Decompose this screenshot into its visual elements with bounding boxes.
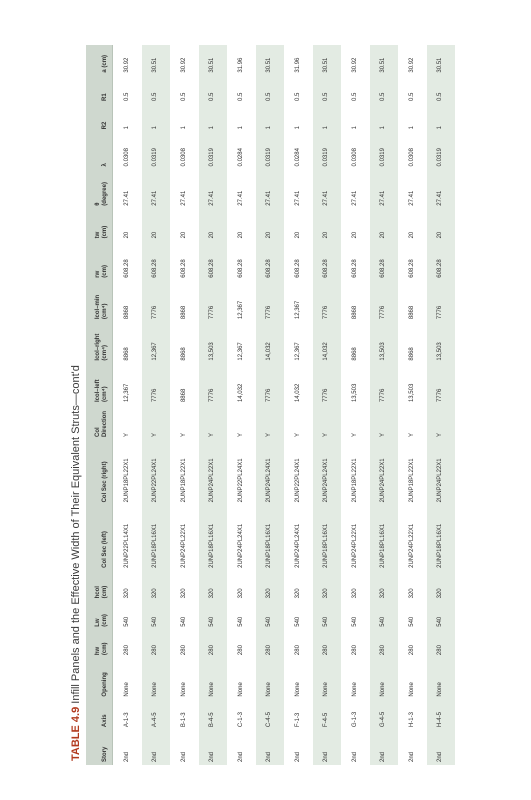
table-cell: None: [427, 658, 456, 699]
table-cell: 320: [370, 571, 399, 602]
table-cell: 1: [370, 104, 399, 132]
table-cell: 1: [256, 104, 285, 132]
table-row: [142, 45, 171, 765]
table-cell: 2UNP18PL16X1: [142, 505, 171, 570]
column-header: [86, 364, 113, 405]
column-header: [86, 169, 113, 208]
column-header: [86, 104, 113, 132]
column-header-label: R1: [102, 93, 109, 101]
table-cell: B-1-3: [170, 700, 199, 731]
table-cell: 2UNP24PL24X1: [313, 440, 342, 505]
table-cell: 608.28: [284, 241, 313, 280]
table-cell: 2UNP22PL24X1: [284, 440, 313, 505]
table-cell: 2UNP24PL24X1: [284, 505, 313, 570]
table-cell: 1: [313, 104, 342, 132]
table-cell: 540: [341, 601, 370, 629]
table-cell: 2nd: [113, 730, 142, 765]
table-cell: 27.41: [313, 169, 342, 208]
table-cell: 0.5: [227, 76, 256, 104]
table-cell: 0.0308: [398, 132, 427, 169]
table-cell: 7776: [313, 281, 342, 322]
table-cell: 8868: [113, 281, 142, 322]
table-cell: 20: [313, 209, 342, 242]
table-cell: C-1-3: [227, 700, 256, 731]
table-cell: F-1-3: [284, 700, 313, 731]
table-cell: 280: [170, 630, 199, 658]
table-cell: 27.41: [113, 169, 142, 208]
table-cell: 12,367: [113, 364, 142, 405]
table-cell: None: [199, 658, 228, 699]
table-cell: 0.5: [256, 76, 285, 104]
table-cell: 27.41: [170, 169, 199, 208]
table-cell: 1: [227, 104, 256, 132]
table-cell: 280: [284, 630, 313, 658]
table-cell: 0.5: [113, 76, 142, 104]
table-cell: 30.51: [427, 45, 456, 76]
table-cell: 30.51: [199, 45, 228, 76]
column-header-label: R2: [102, 121, 109, 130]
table-cell: G-1-3: [341, 700, 370, 731]
table-cell: 608.28: [170, 241, 199, 280]
table-cell: H-1-3: [398, 700, 427, 731]
table-cell: 27.41: [199, 169, 228, 208]
table-cell: 0.0308: [170, 132, 199, 169]
table-cell: 12,367: [227, 281, 256, 322]
table-cell: 2UNP24PL22X1: [341, 505, 370, 570]
table-cell: None: [398, 658, 427, 699]
table-cell: 0.0319: [370, 132, 399, 169]
column-header-label: tw: [95, 231, 102, 239]
column-header: [86, 571, 113, 602]
table-cell: None: [313, 658, 342, 699]
table-cell: 20: [398, 209, 427, 242]
column-header-unit: (cm⁴): [102, 303, 109, 320]
table-cell: Y: [227, 405, 256, 440]
table-cell: 540: [227, 601, 256, 629]
table-cell: 608.28: [370, 241, 399, 280]
table-cell: 30.92: [113, 45, 142, 76]
table-cell: 20: [142, 209, 171, 242]
table-cell: A-1-3: [113, 700, 142, 731]
column-header: [86, 241, 113, 280]
table-cell: 280: [370, 630, 399, 658]
table-label: TABLE 4.9: [70, 706, 82, 761]
table-cell: 2UNP24PL22X1: [427, 440, 456, 505]
column-header-unit: (cm⁴): [102, 386, 109, 403]
table-cell: 2nd: [227, 730, 256, 765]
table-cell: 2UNP18PL16X1: [199, 505, 228, 570]
column-header-unit: (cm): [102, 265, 109, 278]
table-cell: 8868: [398, 281, 427, 322]
table-cell: 7776: [256, 281, 285, 322]
table-cell: 30.51: [256, 45, 285, 76]
table-cell: 2UNP24PL24X1: [227, 505, 256, 570]
table-cell: 1: [113, 104, 142, 132]
table-cell: 1: [170, 104, 199, 132]
table-row: [113, 45, 142, 765]
table-cell: 12,367: [284, 322, 313, 363]
table-row: [170, 45, 199, 765]
table-cell: 13,503: [370, 322, 399, 363]
table-cell: 1: [341, 104, 370, 132]
column-header-label: rw: [95, 270, 102, 278]
table-cell: 1: [398, 104, 427, 132]
table-cell: 1: [427, 104, 456, 132]
column-header-unit: (cm): [102, 585, 109, 599]
table-row: [341, 45, 370, 765]
table-cell: 0.0308: [341, 132, 370, 169]
table-cell: 0.0284: [227, 132, 256, 169]
table-cell: 320: [256, 571, 285, 602]
table-cell: 7776: [256, 364, 285, 405]
table-cell: 31.96: [284, 45, 313, 76]
table-cell: None: [142, 658, 171, 699]
table-cell: 27.41: [142, 169, 171, 208]
column-header: [86, 45, 113, 76]
table-cell: 2UNP18PL22X1: [170, 440, 199, 505]
table-cell: 8868: [341, 281, 370, 322]
table-cell: 14,032: [227, 364, 256, 405]
column-header-label: Opening: [102, 672, 109, 697]
table-cell: 27.41: [370, 169, 399, 208]
table-cell: 27.41: [284, 169, 313, 208]
table-cell: 540: [284, 601, 313, 629]
table-cell: Y: [313, 405, 342, 440]
table-cell: 2UNP22PL14X1: [113, 505, 142, 570]
table-cell: 7776: [142, 281, 171, 322]
column-header-unit: Direction: [102, 410, 109, 437]
table-cell: Y: [370, 405, 399, 440]
table-cell: 2UNP24PL24X1: [256, 440, 285, 505]
table-cell: 13,503: [398, 364, 427, 405]
table-cell: 608.28: [341, 241, 370, 280]
table-cell: 2UNP18PL16X1: [427, 505, 456, 570]
table-cell: 0.0319: [256, 132, 285, 169]
table-cell: 280: [256, 630, 285, 658]
table-cell: 8868: [170, 322, 199, 363]
table-cell: 20: [284, 209, 313, 242]
column-header: [86, 505, 113, 570]
table-cell: 2nd: [199, 730, 228, 765]
table-cell: 1: [284, 104, 313, 132]
table-cell: 2UNP24PL22X1: [370, 440, 399, 505]
table-cell: 2UNP18PL16X1: [313, 505, 342, 570]
column-header: [86, 322, 113, 363]
table-cell: 27.41: [341, 169, 370, 208]
table-container: [70, 45, 455, 765]
table-cell: 8868: [170, 364, 199, 405]
table-cell: 280: [313, 630, 342, 658]
table-cell: 608.28: [227, 241, 256, 280]
table-cell: 13,503: [199, 322, 228, 363]
table-cell: 0.0319: [199, 132, 228, 169]
column-header-label: Story: [102, 746, 109, 762]
table-cell: 608.28: [427, 241, 456, 280]
table-cell: 0.0319: [313, 132, 342, 169]
table-cell: 2UNP22PL24X1: [227, 440, 256, 505]
table-row: [256, 45, 285, 765]
column-header-label: Icol–right: [95, 333, 102, 361]
table-cell: 30.51: [142, 45, 171, 76]
table-cell: 320: [284, 571, 313, 602]
table-cell: 2UNP24PL22X1: [170, 505, 199, 570]
table-cell: 20: [427, 209, 456, 242]
table-cell: None: [256, 658, 285, 699]
column-header-label: θ: [95, 202, 102, 206]
table-cell: None: [284, 658, 313, 699]
column-header: [86, 281, 113, 322]
table-row: [199, 45, 228, 765]
table-caption: Infill Panels and the Effective Width of Their Equivalent Struts—cont'd: [70, 365, 82, 704]
table-cell: 0.5: [370, 76, 399, 104]
table-cell: 7776: [370, 364, 399, 405]
table-cell: C-4-5: [256, 700, 285, 731]
table-cell: None: [341, 658, 370, 699]
table-cell: Y: [170, 405, 199, 440]
table-cell: 540: [142, 601, 171, 629]
table-cell: 320: [199, 571, 228, 602]
table-cell: 0.5: [313, 76, 342, 104]
table-cell: 20: [170, 209, 199, 242]
table-cell: 13,503: [427, 322, 456, 363]
table-cell: 0.0284: [284, 132, 313, 169]
table-cell: 320: [341, 571, 370, 602]
table-cell: 608.28: [313, 241, 342, 280]
table-cell: B-4-5: [199, 700, 228, 731]
table-cell: 30.51: [370, 45, 399, 76]
table-cell: 8868: [113, 322, 142, 363]
table-cell: 280: [227, 630, 256, 658]
table-cell: None: [113, 658, 142, 699]
table-body: [113, 45, 456, 765]
column-header: [86, 440, 113, 505]
table-cell: 608.28: [398, 241, 427, 280]
table-cell: 320: [398, 571, 427, 602]
table-cell: 30.92: [170, 45, 199, 76]
table-cell: 0.0319: [142, 132, 171, 169]
table-row: [398, 45, 427, 765]
table-cell: 27.41: [256, 169, 285, 208]
table-cell: 1: [142, 104, 171, 132]
column-header: [86, 405, 113, 440]
table-cell: 7776: [370, 281, 399, 322]
table-cell: 320: [313, 571, 342, 602]
table-cell: 0.5: [170, 76, 199, 104]
header-row: [86, 45, 113, 765]
table-cell: 20: [227, 209, 256, 242]
table-cell: 2UNP18PL16X1: [370, 505, 399, 570]
table-cell: None: [170, 658, 199, 699]
table-cell: 2UNP24PL22X1: [398, 505, 427, 570]
table-cell: 14,032: [313, 322, 342, 363]
table-cell: A-4-5: [142, 700, 171, 731]
table-cell: 280: [341, 630, 370, 658]
table-cell: 2UNP22PL24X1: [142, 440, 171, 505]
table-cell: 2UNP24PL22X1: [199, 440, 228, 505]
table-cell: 2nd: [142, 730, 171, 765]
table-cell: 7776: [142, 364, 171, 405]
table-cell: 280: [113, 630, 142, 658]
table-cell: H-4-5: [427, 700, 456, 731]
table-cell: 540: [427, 601, 456, 629]
table-cell: Y: [284, 405, 313, 440]
table-cell: 540: [370, 601, 399, 629]
table-cell: 540: [199, 601, 228, 629]
column-header-label: Col: [95, 427, 102, 437]
table-row: [313, 45, 342, 765]
table-cell: Y: [427, 405, 456, 440]
table-cell: 20: [199, 209, 228, 242]
table-cell: 0.5: [398, 76, 427, 104]
table-cell: 2nd: [427, 730, 456, 765]
table-cell: 14,032: [256, 322, 285, 363]
column-header-unit: (degree): [102, 182, 109, 206]
table-cell: 608.28: [113, 241, 142, 280]
table-cell: 20: [370, 209, 399, 242]
table-cell: 7776: [427, 281, 456, 322]
table-cell: 540: [313, 601, 342, 629]
table-cell: None: [227, 658, 256, 699]
table-cell: 320: [170, 571, 199, 602]
column-header: [86, 76, 113, 104]
column-header-unit: (cm): [102, 225, 109, 239]
table-cell: 27.41: [427, 169, 456, 208]
table-cell: Y: [142, 405, 171, 440]
table-cell: 20: [256, 209, 285, 242]
table-cell: 2nd: [170, 730, 199, 765]
table-cell: 2nd: [284, 730, 313, 765]
column-header: [86, 132, 113, 169]
table-cell: 7776: [199, 281, 228, 322]
table-cell: 280: [199, 630, 228, 658]
table-cell: 0.5: [142, 76, 171, 104]
table-cell: 30.51: [313, 45, 342, 76]
table-cell: 320: [227, 571, 256, 602]
table-cell: 14,032: [284, 364, 313, 405]
table-cell: Y: [256, 405, 285, 440]
table-cell: 27.41: [398, 169, 427, 208]
table-cell: 20: [341, 209, 370, 242]
table-cell: 2nd: [256, 730, 285, 765]
table-cell: 540: [256, 601, 285, 629]
table-cell: 0.5: [199, 76, 228, 104]
table-cell: 0.5: [284, 76, 313, 104]
table-cell: 0.5: [427, 76, 456, 104]
table-cell: G-4-5: [370, 700, 399, 731]
table-cell: 280: [142, 630, 171, 658]
table-cell: 30.92: [398, 45, 427, 76]
column-header-unit: (cm): [102, 614, 109, 627]
table-cell: 280: [398, 630, 427, 658]
table-row: [427, 45, 456, 765]
column-header: [86, 601, 113, 629]
table-cell: 540: [398, 601, 427, 629]
data-table: [86, 45, 455, 765]
table-cell: Y: [398, 405, 427, 440]
table-cell: 0.0319: [427, 132, 456, 169]
table-row: [370, 45, 399, 765]
table-cell: 2nd: [398, 730, 427, 765]
table-cell: 320: [427, 571, 456, 602]
table-cell: 12,367: [227, 322, 256, 363]
table-cell: 540: [170, 601, 199, 629]
table-cell: 27.41: [227, 169, 256, 208]
column-header-unit: (cm): [102, 642, 109, 656]
table-cell: 0.0308: [113, 132, 142, 169]
table-cell: 12,367: [284, 281, 313, 322]
column-header-label: Col Sec (right): [102, 461, 109, 503]
column-header-label: Icol–min: [95, 294, 102, 320]
table-cell: Y: [113, 405, 142, 440]
column-header-unit: (cm⁴): [102, 344, 109, 361]
table-cell: 7776: [427, 364, 456, 405]
table-cell: 608.28: [142, 241, 171, 280]
column-header-label: hw: [95, 646, 102, 656]
table-cell: 2nd: [370, 730, 399, 765]
table-cell: 320: [113, 571, 142, 602]
table-cell: 7776: [313, 364, 342, 405]
table-cell: 320: [142, 571, 171, 602]
table-cell: 540: [113, 601, 142, 629]
table-cell: 8868: [398, 322, 427, 363]
column-header-label: Icol–left: [95, 379, 102, 403]
table-cell: 2nd: [313, 730, 342, 765]
table-cell: 608.28: [199, 241, 228, 280]
table-cell: 13,503: [341, 364, 370, 405]
table-cell: 8868: [341, 322, 370, 363]
table-title: [70, 45, 82, 761]
column-header-label: hcol: [95, 586, 102, 599]
table-cell: 280: [427, 630, 456, 658]
column-header: [86, 209, 113, 242]
table-cell: 20: [113, 209, 142, 242]
table-cell: 2UNP18PL22X1: [113, 440, 142, 505]
column-header: [86, 658, 113, 699]
column-header: [86, 730, 113, 765]
table-cell: 8868: [170, 281, 199, 322]
table-cell: F-4-5: [313, 700, 342, 731]
table-cell: 608.28: [256, 241, 285, 280]
column-header-label: Col Sec (left): [102, 531, 109, 568]
column-header-label: λ: [102, 163, 109, 167]
column-header-label: a (cm): [102, 54, 109, 73]
table-cell: Y: [199, 405, 228, 440]
column-header: [86, 630, 113, 658]
table-cell: 2nd: [341, 730, 370, 765]
column-header-label: Lw: [95, 618, 102, 627]
table-cell: 1: [199, 104, 228, 132]
table-cell: 2UNP18PL16X1: [256, 505, 285, 570]
table-cell: None: [370, 658, 399, 699]
column-header: [86, 700, 113, 731]
table-cell: 30.92: [341, 45, 370, 76]
table-row: [284, 45, 313, 765]
table-cell: 0.5: [341, 76, 370, 104]
table-cell: Y: [341, 405, 370, 440]
column-header-label: Axis: [102, 714, 109, 728]
table-cell: 2UNP18PL22X1: [398, 440, 427, 505]
table-cell: 7776: [199, 364, 228, 405]
table-cell: 2UNP18PL22X1: [341, 440, 370, 505]
table-row: [227, 45, 256, 765]
table-cell: 31.96: [227, 45, 256, 76]
table-cell: 12,367: [142, 322, 171, 363]
